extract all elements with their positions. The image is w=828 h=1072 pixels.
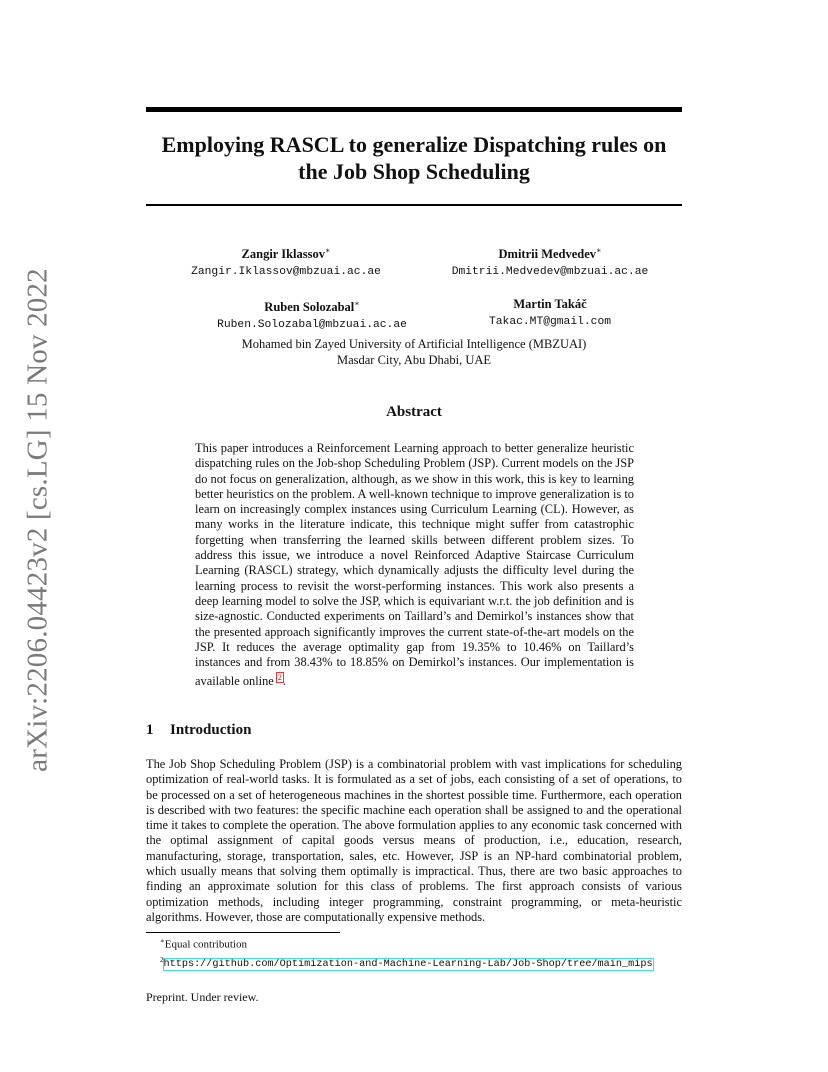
paper-title: Employing RASCL to generalize Dispatching rules on the Job Shop Scheduling bbox=[161, 132, 667, 184]
abstract-heading: Abstract bbox=[386, 404, 442, 420]
abstract-text bbox=[195, 441, 634, 690]
abstract-body-text: This paper introduces a Reinforcement Learning approach to better generalize heuristic dispatching rules on the Job-shop Scheduling Problem (JSP). Current models on the JSP do not focus on generalization, although, as we show in this work, this is key to learning better heuristics on the problem. A well-known technique to improve generalization is to learn on increasingly complex instances using Curriculum Learning (CL). However, as many works in the literature indicate, this technique might suffer from catastrophic forgetting when transferring the learned skills between different problem sizes. To address this issue, we introduce a novel Reinforced Adaptive Staircase Curriculum Learning (RASCL) strategy, which dynamically adjusts the difficulty level during the learning process to revisit the worst-performing instances. This work also presents a deep learning model to solve the JSP, which is equivariant w.r.t. the job definition and is size-agnostic. Conducted experiments on Taillard’s and Demirkol’s instances show that the presented approach significantly improves the current state-of-the-art models on the JSP. It reduces the average optimality gap from 19.35% to 10.46% on Taillard’s instances and from 38.43% to 18.85% on Demirkol’s instances. Our implementation is available online bbox=[195, 441, 634, 689]
affiliation-location: Masdar City, Abu Dhabi, UAE bbox=[336, 353, 492, 367]
author-block-2 bbox=[418, 242, 682, 281]
footnote-mark: ∗ bbox=[160, 937, 165, 945]
footnote-text: Equal contribution bbox=[164, 938, 247, 951]
author-email: Dmitrii.Medvedev@mbzuai.ac.ae bbox=[451, 266, 649, 279]
arxiv-identifier-text: arXiv:2206.04423v2 [cs.LG] 15 Nov 2022 bbox=[21, 268, 54, 772]
author-block-3 bbox=[192, 295, 432, 334]
equal-contribution-mark: ∗ bbox=[354, 299, 360, 308]
equal-contribution-mark: ∗ bbox=[596, 246, 602, 255]
arxiv-identifier-sidebar bbox=[14, 268, 62, 772]
footnotes bbox=[160, 934, 690, 972]
author-email: Ruben.Solozabal@mbzuai.ac.ae bbox=[217, 319, 407, 332]
equal-contribution-mark: ∗ bbox=[325, 246, 331, 255]
footnote-rule bbox=[146, 932, 340, 933]
author-name: Dmitrii Medvedev bbox=[498, 247, 597, 262]
author-name: Ruben Solozabal bbox=[264, 300, 355, 315]
preprint-note: Preprint. Under review. bbox=[146, 990, 259, 1004]
author-email: Zangir.Iklassov@mbzuai.ac.ae bbox=[191, 266, 381, 279]
author-block-1 bbox=[166, 242, 406, 281]
author-name: Martin Takáč bbox=[513, 297, 587, 311]
affiliation-institution: Mohamed bin Zayed University of Artificial Intelligence (MBZUAI) bbox=[241, 337, 587, 351]
footnote-ref-link[interactable]: 2 bbox=[277, 673, 282, 683]
introduction-paragraph: The Job Shop Scheduling Problem (JSP) is a combinatorial problem with vast implications for scheduling optimization of real-world tasks. It is formulated as a set of jobs, each consisting of a set of operations, to be processed on a set of heterogeneous machines in the shortest possible time. Furthermore, each operation is described with two features: the specific machine each operation shall be assigned to and the operational time it takes to complete the operation. The above formulation applies to any economic task concerned with the optimal assignment of capital goods versus means of production, i.e., education, research, manufacturing, storage, transportation, sales, etc. However, JSP is an NP-hard combinatorial problem, which usually means that solving them optimally is impractical. Thus, there are two basic approaches to finding an approximate solution for this class of problems. The first approach consists of various optimization methods, including integer programming, constraint programming, or meta-heuristic algorithms. However, those are computationally expensive methods. bbox=[146, 757, 682, 924]
section-heading bbox=[146, 722, 251, 739]
section-title: Introduction bbox=[170, 722, 252, 738]
title-bottom-rule bbox=[146, 204, 682, 206]
author-email: Takac.MT@gmail.com bbox=[488, 316, 612, 328]
footnote-mark: 2 bbox=[160, 955, 164, 964]
abstract-end-punct: . bbox=[282, 674, 287, 689]
author-block-4 bbox=[440, 295, 660, 331]
affiliation bbox=[146, 336, 682, 368]
title-top-rule bbox=[146, 107, 682, 112]
repository-link[interactable]: https://github.com/Optimization-and-Machine-Learning-Lab/Job-Shop/tree/main_mips bbox=[163, 959, 653, 971]
footnote-equal-contribution bbox=[160, 934, 690, 953]
section-number: 1 bbox=[146, 722, 154, 738]
footnote-url bbox=[160, 953, 690, 973]
author-name: Zangir Iklassov bbox=[241, 247, 326, 262]
